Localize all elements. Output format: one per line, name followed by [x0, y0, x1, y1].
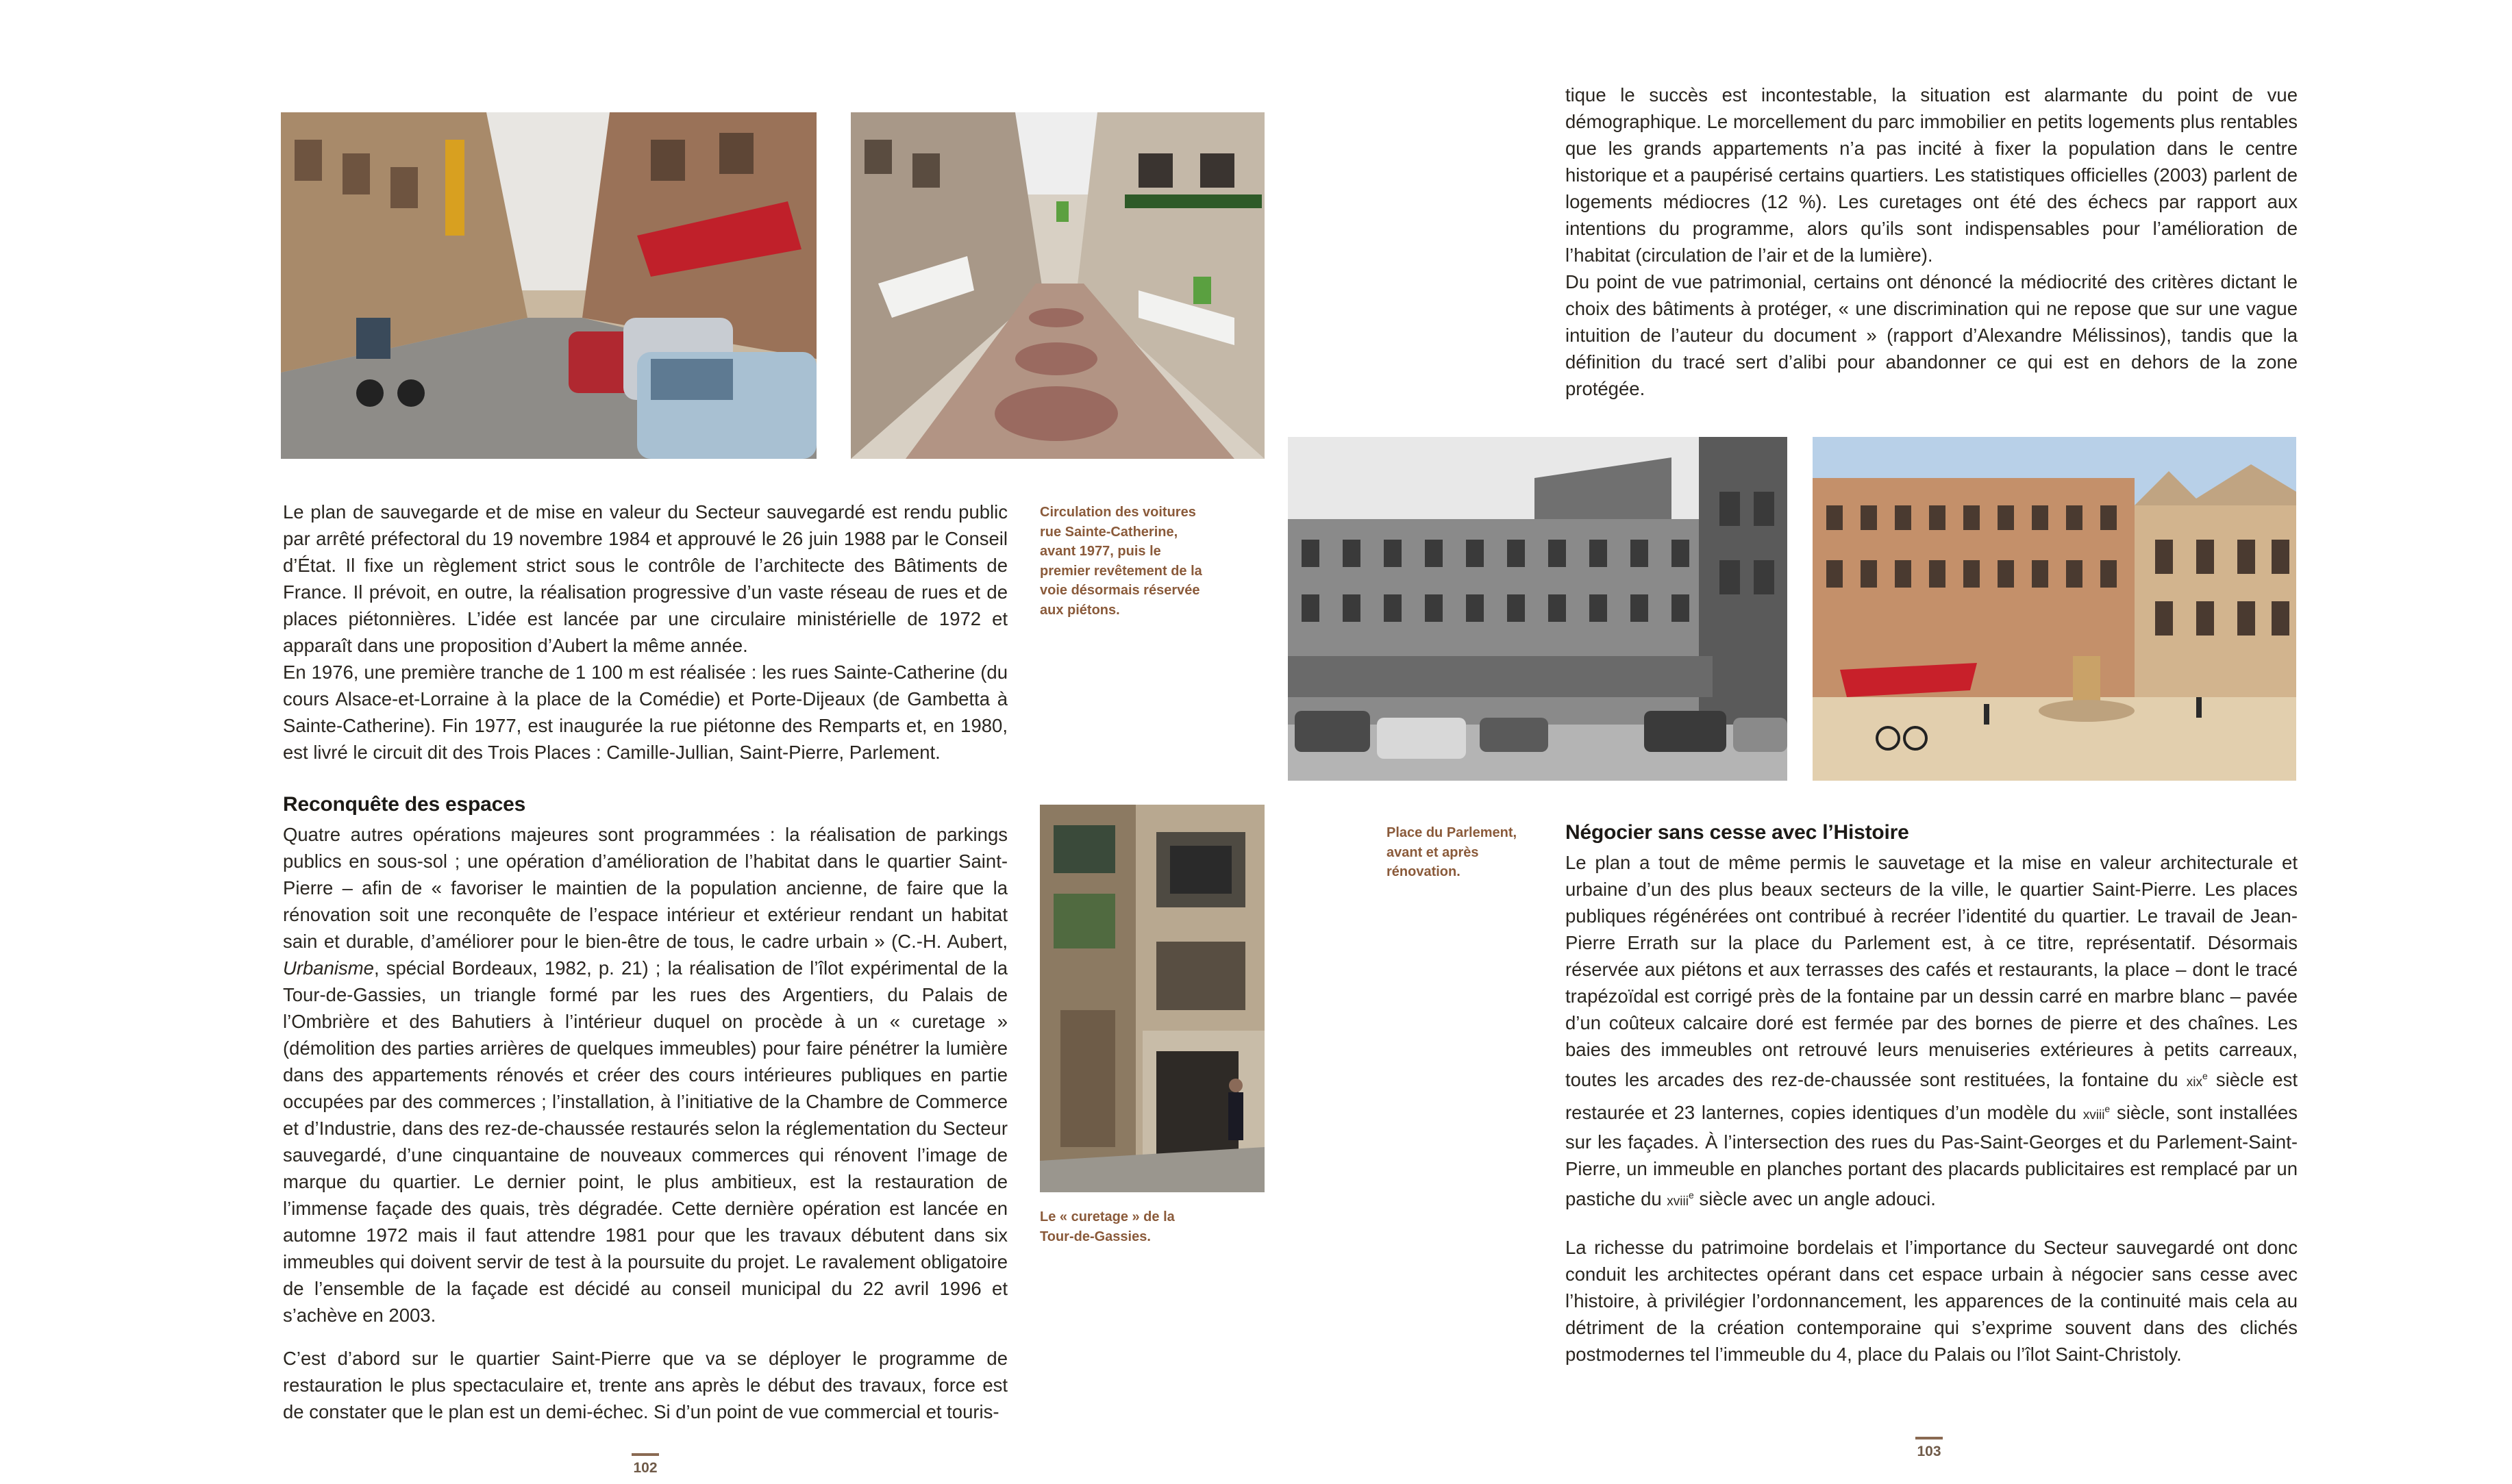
page-number-bar [632, 1453, 659, 1456]
right-paragraph-4: La richesse du patrimoine bordelais et l’importance du Secteur sauvegardé ont donc conduit les architectes opérant dans cet espace urbain à négocier sans cesse avec l’histoire, à privilégier l’ordonnancement, les apparences de la continuité mais cela au détriment de la création contemporaine qui s’exprime souvent dans des clichés postmodernes tel l’immeuble du 4, place du Palais ou l’îlot Saint-Christoly. [1565, 1237, 2298, 1366]
photo-rue-pietonne [851, 112, 1265, 459]
caption-sainte-catherine: Circulation des voitures rue Sainte-Catherine, avant 1977, puis le premier revêtement de la voie désormais réservée aux piétons. [1040, 505, 1202, 618]
right-column-text-top [1565, 81, 2298, 402]
heading-negocier: Négocier sans cesse avec l’Histoire [1565, 821, 1909, 844]
left-paragraph-2: En 1976, une première tranche de 1 100 m est réalisée : les rues Sainte-Catherine (du cours Alsace-et-Lorraine à la place de la Comédie) et Porte-Dijeaux (de Gambetta à Sainte-Catherine). Fin 1977, est inaugurée la rue piétonne des Remparts et, en 1980, est livré le circuit dit des Trois Places : Camille-Jullian, Saint-Pierre, Parlement. [283, 662, 1008, 763]
right-paragraph-2: Du point de vue patrimonial, certains ont dénoncé la médiocrité des critères dictant le choix des bâtiments à protéger, « une discrimination qui ne repose que sur une vague intuition de l’auteur du document » (rapport d’Alexandre Mélissinos), tandis que la définition du tracé sert d’alibi pour abandonner ce qui est en dehors de la zone protégée. [1565, 271, 2298, 399]
urbanisme-title: Urbanisme [283, 957, 374, 979]
photo-place-du-parlement-before [1288, 437, 1787, 781]
left-paragraph-4: C’est d’abord sur le quartier Saint-Pierre que va se déployer le programme de restauration le plus spectaculaire et, trente ans après le début des travaux, force est de constater que le plan est un demi-échec. Si d’un point de vue commercial et touris- [283, 1348, 1008, 1422]
left-paragraph-1: Le plan de sauvegarde et de mise en valeur du Secteur sauvegardé est rendu public par arrêté préfectoral du 19 novembre 1984 et approuvé le 26 juin 1988 par le Conseil d’État. Il fixe un règlement strict sous le contrôle de l’architecte des Bâtiments de France. Il prévoit, en outre, la réalisation progressive d’un vaste réseau de rues et de places piétonnières. L’idée est lancée par une circulaire ministérielle de 1972 et apparaît dans une proposition d’Aubert la même année. [283, 501, 1008, 656]
right-paragraph-1: tique le succès est incontestable, la situation est alarmante du point de vue démographique. Le morcellement du parc immobilier en petits logements plus rentables que les grands appartements n’a pas incité à fixer la population dans le centre historique et a paupérisé certains quartiers. Les statistiques officielles (2003) parlent de logements médiocres (12 %). Les curetages ont été des échecs par rapport aux intentions du programme, alors qu’ils sont indispensables pour l’amélioration de l’habitat (circulation de l’air et de la lumière). [1565, 84, 2298, 266]
right-column-text-bottom [1565, 849, 2298, 1368]
photo-rue-sainte-catherine-cars [281, 112, 817, 459]
right-paragraph-3: Le plan a tout de même permis le sauvetage et la mise en valeur architecturale et urbaine d’un des plus beaux secteurs de la ville, le quartier Saint-Pierre. Les places publiques régénérées ont contribué à recréer l’identité du quartier. Le travail de Jean-Pierre Errath sur la place du Parlement est, à ce titre, représentatif. Désormais réservée aux piétons et aux terrasses des cafés et restaurants, la place – dont le tracé trapézoïdal est corrigé près de la fontaine par un dessin carré en marbre blanc – pavée d’un coûteux calcaire doré est fermée par des bornes de pierre et des chaînes. Les baies des immeubles ont retrouvé leurs menuiseries extérieures à petits carreaux, toutes les arcades des rez-de-chaussée sont restituées, la fontaine du xix$^e$ siècle est restaurée et 23 lanternes, copies identiques d’un modèle du xviii$^e$ siècle, sont installées sur les façades. À l’intersection des rues du Pas-Saint-Georges et du Parlement-Saint-Pierre, un immeuble en planches portant des placards publicitaires est remplacé par un pastiche du xviii$^e$ siècle avec un angle adouci. [1565, 852, 2298, 1210]
caption-tour-de-gassies: Le « curetage » de la Tour-de-Gassies. [1040, 1209, 1175, 1244]
photo-place-du-parlement-after [1813, 437, 2296, 781]
left-column-text [283, 499, 1008, 766]
page-number-right: 103 [1908, 1437, 1950, 1460]
page-number-bar-right [1915, 1437, 1943, 1439]
left-paragraph-3: Quatre autres opérations majeures sont programmées : la réalisation de parkings publics en sous-sol ; une opération d’amélioration de l’habitat dans le quartier Saint-Pierre – afin de « favoriser le maintien de la population ancienne, de faire que la rénovation soit une reconquête de l’espace intérieur et extérieur rendant un habitat sain et durable, d’améliorer pour le bien-être de tous, le cadre urbain » (C.-H. Aubert, Urbanisme, spécial Bordeaux, 1982, p. 21) ; la réalisation de l’îlot expérimental de la Tour-de-Gassies, un triangle formé par les rues des Argentiers, du Palais de l’Ombrière et des Bahutiers à l’intérieur duquel on procède à un « curetage » (démolition des parties arrières de quelques immeubles) pour faire pénétrer la lumière dans des appartements rénovés et créer des cours intérieures publiques en partie occupées par des commerces ; l’installation, à l’initiative de la Chambre de Commerce et d’Industrie, dans des rez-de-chaussée restaurés selon la réglementation du Secteur sauvegardé, d’une cinquantaine de nouveaux commerces qui rénovent l’image de marque du quartier. Le dernier point, le plus ambitieux, est la restauration de l’immense façade des quais, très dégradée. Cette dernière opération est lancée en automne 1972 mais il faut attendre 1981 pour que les travaux débutent dans six immeubles qui doivent servir de test à la poursuite du projet. Le ravalement obligatoire de l’ensemble de la façade est décidé au conseil municipal du 22 avril 1996 et s’achève en 2003. [283, 824, 1008, 1326]
caption-place-du-parlement: Place du Parlement, avant et après rénovation. [1386, 825, 1517, 879]
page-number-left: 102 [625, 1453, 666, 1476]
heading-reconquete: Reconquête des espaces [283, 793, 526, 816]
photo-tour-de-gassies [1040, 805, 1265, 1192]
left-column-text-2 [283, 821, 1008, 1425]
